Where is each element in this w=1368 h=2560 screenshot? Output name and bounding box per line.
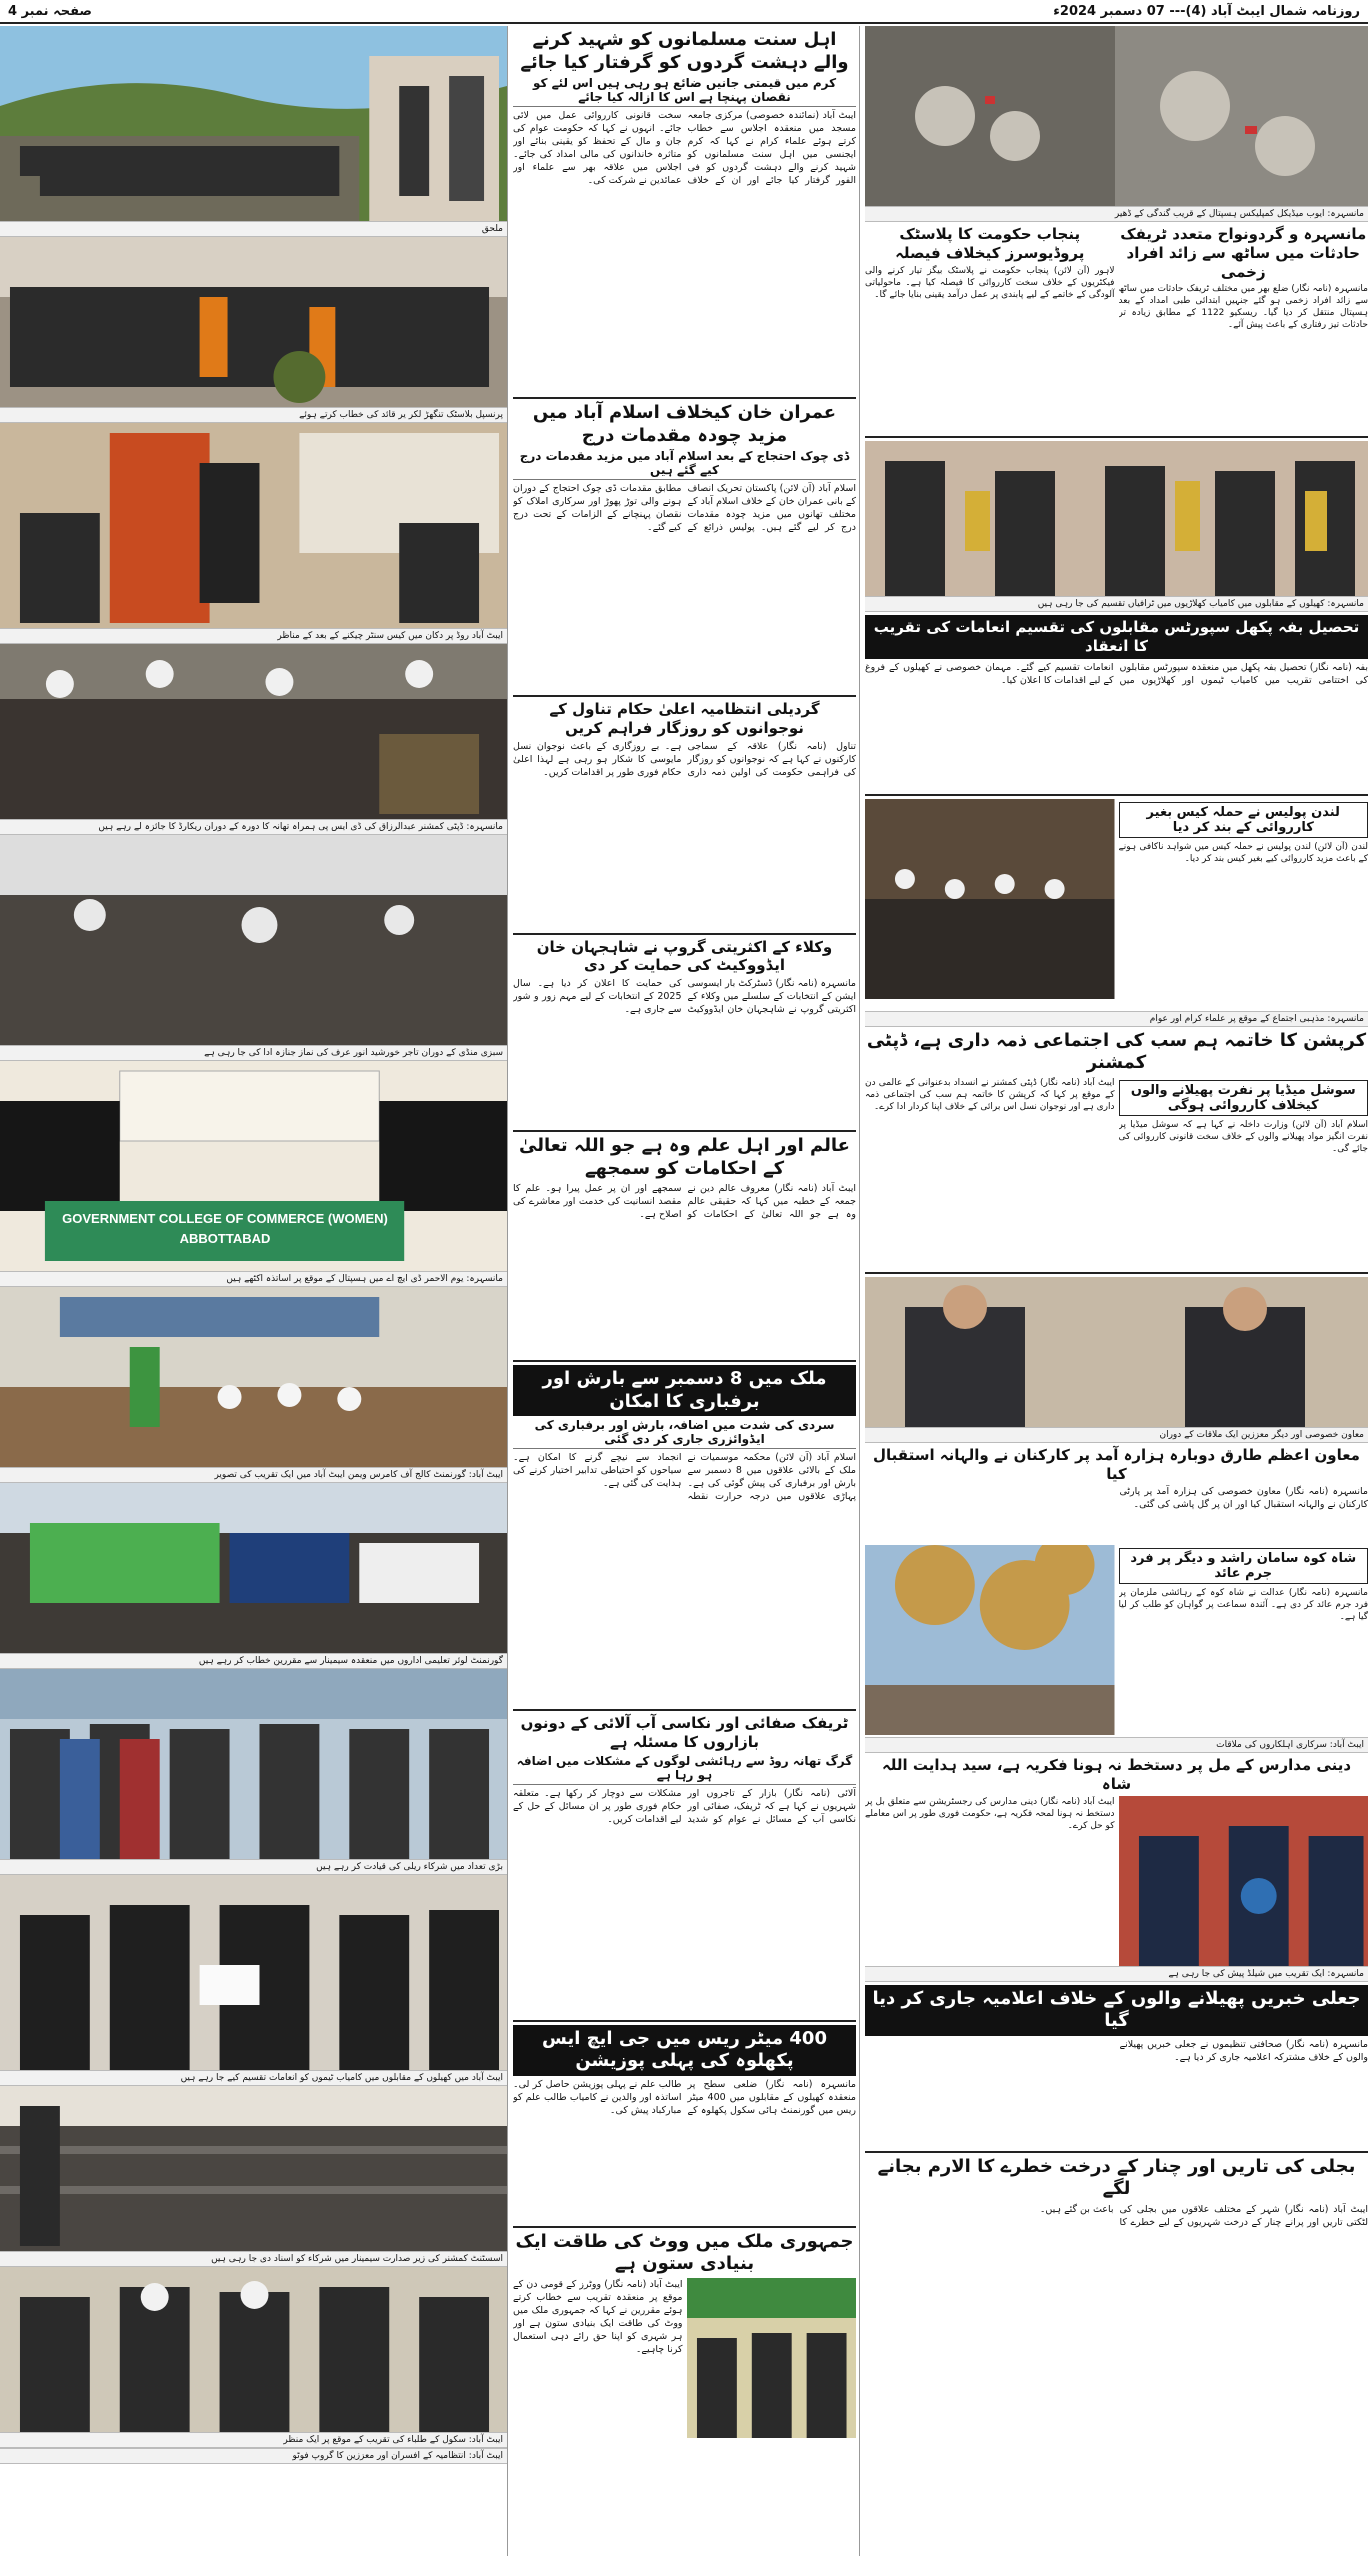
dateline: روزنامہ شمال ایبٹ آباد (4)--- 07 دسمبر 2024ء: [1053, 3, 1360, 19]
story-body: مانسہرہ (نامہ نگار) ضلع بھر میں مختلف ٹریفک حادثات میں ساٹھ سے زائد افراد زخمی ہو گئے جنہیں ابتدائی طبی امداد کے بعد ہسپتال منتقل کر دیا گیا۔ ریسکیو 1122 کے مطابق زیادہ تر حادثات تیز رفتاری کے باعث پیش آئے۔: [1118, 284, 1368, 331]
story-body: مانسہرہ (نامہ نگار) صحافتی تنظیموں نے جعلی خبریں پھیلانے والوں کے خلاف مشترکہ اعلامیہ جاری کر دیا ہے۔: [1119, 2038, 1368, 2063]
divider: [513, 1360, 856, 1362]
photo-caption: گورنمنٹ لوئر تعلیمی اداروں میں منعقدہ سیمینار سے مقررین خطاب کر رہے ہیں: [0, 1653, 507, 1669]
divider: [513, 397, 856, 399]
masthead: [0, 0, 1368, 24]
story-headline: لندن پولیس نے حملہ کیس بغیر کارروائی کے بند کر دیا: [1119, 802, 1368, 838]
story-body: ایبٹ آباد (نامہ نگار) دینی مدارس کی رجسٹریشن سے متعلق بل پر دستخط نہ ہونا لمحہ فکریہ ہے، حکومت فوری طور پر اس معاملے کو حل کرے۔: [865, 1796, 1115, 1831]
divider: [513, 695, 856, 697]
story-body: مانسہرہ (نامہ نگار) معاون خصوصی کی ہزارہ آمد پر پارٹی کارکنان نے والہانہ استقبال کیا اور ان پر گل پاشی کی گئی۔: [1119, 1486, 1368, 1511]
photo-caption: ملحق: [0, 221, 507, 237]
divider: [513, 2226, 856, 2228]
story-headline: تحصیل بفہ پکھل سپورٹس مقابلوں کی تقسیم انعامات کی تقریب کا انعقاد: [865, 615, 1368, 659]
story-subheadline: سردی کی شدت میں اضافہ، بارش اور برفباری کی ایڈوائزری جاری کر دی گئی: [513, 1418, 856, 1449]
photo-welcome-ceremony: [687, 2278, 857, 2438]
story-headline: دینی مدارس کے مل پر دستخط نہ ہونا فکریہ ہے، سید ہدایت اللہ شاہ: [881, 1756, 1352, 1793]
story-headline: ٹریفک صفائی اور نکاسی آب آلائی کے دونوں بازاروں کا مسئلہ ہے: [520, 1714, 849, 1751]
story-headline: جمہوری ملک میں ووٹ کی طاقت ایک بنیادی ستون ہے: [515, 2230, 854, 2274]
middle-news-column: [510, 26, 860, 2556]
story-body: لاہور (آن لائن) پنجاب حکومت نے پلاسٹک بیگز تیار کرنے والی فیکٹریوں کے خلاف سخت کارروائی کا فیصلہ کیا ہے۔ ماحولیاتی آلودگی کے خاتمے کے لیے پابندی پر عمل درآمد یقینی بنایا جائے گا۔: [865, 265, 1115, 300]
college-banner-text: GOVERNMENT COLLEGE OF COMMERCE (WOMEN) ABBOTTABAD: [62, 1211, 388, 1246]
divider: [513, 1709, 856, 1711]
photo-shield-presentation: [1119, 1796, 1368, 1966]
story-subheadline: کرم میں قیمتی جانیں ضائع ہو رہی ہیں اس لئے کو نقصان پہنچا ہے اس کا ازالہ کیا جائے: [513, 76, 856, 107]
divider: [865, 2151, 1368, 2153]
story-subheadline: گرگ تھانہ روڈ سے رہائشی لوگوں کے مشکلات میں اضافہ ہو رہا ہے: [513, 1754, 856, 1785]
story-headline: 400 میٹر ریس میں جی ایچ ایس پکھلوہ کی پہلی پوزیشن: [513, 2025, 856, 2076]
divider: [865, 794, 1368, 796]
photo-caption: مانسہرہ: یوم الاحمر ڈی ایچ اے میں ہسپتال کے موقع پر اساتذہ اکٹھے ہیں: [0, 1271, 507, 1287]
story-headline: شاہ کوہ سامان راشد و دیگر پر فرد جرم عائد: [1119, 1548, 1368, 1584]
photo-trophy-ceremony: [865, 441, 1368, 596]
story-headline: اہل سنت مسلمانوں کو شہید کرنے والے دہشت گردوں کو گرفتار کیا جائے: [520, 29, 849, 73]
photo-caption: ایبٹ آباد: سکول کے طلباء کی تقریب کے موقع پر ایک منظر: [0, 2432, 507, 2448]
story-body: بفہ (نامہ نگار) تحصیل بفہ پکھل میں منعقدہ سپورٹس مقابلوں کی اختتامی تقریب میں کامیاب ٹیموں اور کھلاڑیوں میں انعامات تقسیم کیے گئے۔ مہمان خصوصی نے کھیلوں کے فروغ کے لیے اقدامات کا اعلان کیا۔: [865, 661, 1368, 686]
story-body: ایبٹ آباد (نامہ نگار) شہر کے مختلف علاقوں میں بجلی کی لٹکتی تاریں اور پرانے چنار کے درخت شہریوں کے لیے خطرے کا باعث بن گئے ہیں۔: [1039, 2203, 1368, 2228]
story-body: مانسہرہ (نامہ نگار) عدالت نے شاہ کوہ کے رہائشی ملزمان پر فرد جرم عائد کر دی ہے۔ آئندہ سماعت پر گواہان کو طلب کر لیا گیا ہے۔: [1118, 1588, 1368, 1623]
photo-caption: معاون خصوصی اور دیگر معززین ایک ملاقات کے دوران: [865, 1427, 1368, 1443]
story-body: اسلام آباد (آن لائن) پاکستان تحریک انصاف کے بانی عمران خان کے خلاف اسلام آباد کے مختلف تھانوں میں مزید چودہ مقدمات درج کر لیے گئے ہیں۔ پولیس ذرائع کے مطابق مقدمات ڈی چوک احتجاج کے دوران ہونے والی توڑ پھوڑ اور سرکاری املاک کو نقصان پہنچانے کے الزامات کے تحت درج کیے گئے۔: [513, 483, 856, 533]
story-headline: معاون اعظم طارق دوبارہ ہزارہ آمد پر کارکنان نے والہانہ استقبال کیا: [873, 1445, 1360, 1483]
story-headline: ملک میں 8 دسمبر سے بارش اور برفباری کا امکان: [513, 1365, 856, 1416]
photo-certificate-handover: [0, 1875, 507, 2070]
photo-religious-gathering: [865, 799, 1115, 999]
photo-funeral-prayer: [0, 644, 507, 819]
right-news-column: [862, 26, 1368, 2556]
story-headline: وکلاء کے اکثریتی گروپ نے شاہجہان خان ایڈووکیٹ کی حمایت کر دی: [536, 937, 833, 975]
photo-protest-crowd: [0, 835, 507, 1045]
story-body: تناول (نامہ نگار) علاقہ کے سماجی کارکنوں نے کہا ہے کہ نوجوانوں کو روزگار کی فراہمی حکومت کی اولین ذمہ داری ہے۔ بے روزگاری کے باعث نوجوان نسل مایوسی کا شکار ہو رہی ہے لہذا اعلیٰ حکام فوری طور پر اقدامات کریں۔: [513, 740, 856, 778]
photo-college-banner: [0, 1061, 507, 1271]
story-headline: سوشل میڈیا پر نفرت پھیلانے والوں کیخلاف کارروائی ہوگی: [1119, 1080, 1368, 1116]
photo-caption: ایبٹ آباد: سرکاری اہلکاروں کی ملاقات: [865, 1737, 1368, 1753]
photo-caption: اسسٹنٹ کمشنر کی زیر صدارت سیمینار میں شرکاء کو اسناد دی جا رہی ہیں: [0, 2251, 507, 2267]
story-headline: مانسہرہ و گردونواح متعدد ٹریفک حادثات میں ساٹھ سے زائد افراد زخمی: [1120, 225, 1367, 281]
photo-tree-branches: [865, 1545, 1115, 1735]
story-body: ایبٹ آباد (نامہ نگار) ڈپٹی کمشنر نے انسداد بدعنوانی کے عالمی دن کے موقع پر کہا کہ کرپشن کا خاتمہ ہم سب کی اجتماعی ذمہ داری ہے اور نوجوان نسل اس برائی کے خلاف اپنا کردار ادا کرے۔: [865, 1077, 1115, 1112]
photo-caption: مانسہرہ: ایوب میڈیکل کمپلیکس ہسپتال کے قریب گندگی کے ڈھیر: [865, 206, 1368, 222]
photo-caption: ایبٹ آباد: گورنمنٹ کالج آف کامرس ویمن ایبٹ آباد میں ایک تقریب کی تصویر: [0, 1467, 507, 1483]
photo-office-inspection: [0, 423, 507, 628]
photo-caption: ایبٹ آباد میں کھیلوں کے مقابلوں میں کامیاب ٹیموں کو انعامات تقسیم کیے جا رہے ہیں: [0, 2070, 507, 2086]
photo-garbage-pile: [865, 26, 1368, 206]
photo-sports-awards: [0, 1669, 507, 1859]
story-body: ایبٹ آباد (نمائندہ خصوصی) مرکزی جامعہ مسجد میں منعقدہ اجلاس سے خطاب کرتے ہوئے علماء کرام نے کہا کہ کرم ایجنسی میں اہل سنت مسلمانوں کو شہید کرنے والے دہشت گردوں کو فی الفور گرفتار کیا جائے اور ان کے خلاف سخت قانونی کارروائی عمل میں لائی جائے۔ انہوں نے کہا کہ حکومت عوام کی جان و مال کے تحفظ کو یقینی بنائے اور متاثرہ خاندانوں کی مالی امداد کی جائے۔ اجلاس میں علاقہ بھر سے علماء اور عمائدین نے شرکت کی۔: [513, 110, 856, 186]
story-headline: کرپشن کا خاتمہ ہم سب کی اجتماعی ذمہ داری ہے، ڈپٹی کمشنر: [866, 1029, 1367, 1074]
divider: [513, 2020, 856, 2022]
photo-caption: سبزی منڈی کے دوران تاجر خورشید انور عرف کی نماز جنازہ ادا کی جا رہی ہے: [0, 1045, 507, 1061]
divider: [865, 1272, 1368, 1274]
photo-caption: مانسہرہ: کھیلوں کے مقابلوں میں کامیاب کھلاڑیوں میں ٹرافیاں تقسیم کی جا رہی ہیں: [865, 596, 1368, 612]
photo-crowd-field: [0, 26, 507, 221]
page-label: صفحہ نمبر 4: [8, 3, 92, 19]
story-headline: بجلی کی تاریں اور چنار کے درخت خطرے کا الارم بجانے لگے: [877, 2155, 1356, 2200]
photo-seminar-hall: [0, 1287, 507, 1467]
story-body: لندن (آن لائن) لندن پولیس نے حملہ کیس میں شواہد ناکافی ہونے کے باعث مزید کارروائی کیے بغیر کیس بند کر دیا۔: [1118, 841, 1368, 864]
photo-caption: پرنسپل بلاسٹک تنگھڑ لکر یر قائد کی خطاب کرتے ہوئے: [0, 407, 507, 423]
photo-seminar-audience: [0, 2086, 507, 2251]
photo-caption: مانسہرہ: ڈپٹی کمشنر عبدالرزاق کی ڈی ایس پی ہمراہ تھانہ کا دورہ کے دوران ریکارڈ کا جائزہ لے رہے ہیں: [0, 819, 507, 835]
story-body: ایبٹ آباد (نامہ نگار) ووٹرز کے قومی دن کے موقع پر منعقدہ تقریب سے خطاب کرتے ہوئے مقررین نے کہا کہ جمہوری ملک میں ووٹ کی طاقت ایک بنیادی ستون ہے اور ہر شہری کو اپنا حق رائے دہی استعمال کرنا چاہیے۔: [513, 2278, 683, 2355]
divider: [513, 1130, 856, 1132]
story-headline: گردیلی انتظامیہ اعلیٰ حکام تناول کے نوجوانوں کو روزگار فراہم کریں: [549, 700, 820, 737]
story-body: آلائی (نامہ نگار) بازار کے تاجروں اور شہریوں نے کہا ہے کہ ٹریفک، صفائی اور نکاسی آب کے مسائل نے عوام کو شدید مشکلات سے دوچار کر رکھا ہے۔ متعلقہ حکام فوری طور پر ان مسائل کے حل کے لیے اقدامات کریں۔: [513, 1787, 856, 1825]
story-body: اسلام آباد (آن لائن) وزارت داخلہ نے کہا ہے کہ سوشل میڈیا پر نفرت انگیز مواد پھیلانے والوں کے خلاف سخت قانونی کارروائی کی جائے گی۔: [1118, 1119, 1368, 1154]
photo-police-rally: [0, 237, 507, 407]
divider: [865, 436, 1368, 438]
story-body: مانسہرہ (نامہ نگار) ڈسٹرکٹ بار ایسوسی ایشن کے انتخابات کے سلسلے میں وکلاء کے اکثریتی گروپ نے شاہجہان خان ایڈووکیٹ کی حمایت کا اعلان کر دیا ہے۔ سال 2025 کے انتخابات کے لیے مہم زور و شور سے جاری ہے۔: [513, 978, 856, 1015]
left-photo-column: [0, 26, 508, 2556]
photo-official-meeting: [865, 1277, 1368, 1427]
story-body: مانسہرہ (نامہ نگار) ضلعی سطح پر منعقدہ کھیلوں کے مقابلوں میں 400 میٹر ریس میں گورنمنٹ ہائی سکول پکھلوہ کے طالب علم نے پہلی پوزیشن حاصل کر لی۔ اساتذہ اور والدین نے کامیاب طالب علم کو مبارکباد پیش کی۔: [513, 2078, 856, 2116]
photo-caption: بڑی تعداد میں شرکاء ریلی کی قیادت کر رہے ہیں: [0, 1859, 507, 1875]
photo-officials-group: [0, 2267, 507, 2432]
story-headline: عمران خان کیخلاف اسلام آباد میں مزید چودہ مقدمات درج: [532, 402, 837, 446]
story-headline: عالم اور اہل علم وہ ہے جو اللہ تعالیٰ کے احکامات کو سمجھے: [519, 1135, 850, 1179]
story-headline: جعلی خبریں پھیلانے والوں کے خلاف اعلامیہ جاری کر دیا گیا: [865, 1985, 1368, 2036]
story-subheadline: ڈی چوک احتجاج کے بعد اسلام آباد میں مزید مقدمات درج کیے گئے ہیں: [513, 449, 856, 480]
photo-caption: ایبٹ آباد روڈ پر دکان میں کیس سنٹر چیکنے کے بعد کے مناظر: [0, 628, 507, 644]
photo-anti-corruption-rally: [0, 1483, 507, 1653]
story-headline: پنجاب حکومت کا پلاسٹک پروڈیوسرز کیخلاف فیصلہ: [895, 225, 1085, 262]
story-body: ایبٹ آباد (نامہ نگار) معروف عالم دین نے جمعہ کے خطبہ میں کہا کہ حقیقی عالم وہ ہے جو اللہ تعالیٰ کے احکامات کو سمجھے اور ان پر عمل پیرا ہو۔ علم کا مقصد انسانیت کی خدمت اور معاشرے کی اصلاح ہے۔: [513, 1183, 856, 1220]
divider: [513, 933, 856, 935]
story-body: اسلام آباد (آن لائن) محکمہ موسمیات نے ملک کے بالائی علاقوں میں 8 دسمبر سے بارش اور برفباری کی پیش گوئی کی ہے۔ پہاڑی علاقوں میں درجہ حرارت نقطہ انجماد سے نیچے گرنے کا امکان ہے۔ سیاحوں کو احتیاطی تدابیر اختیار کرنے کی ہدایت کی گئی ہے۔: [513, 1452, 856, 1502]
photo-caption: مانسہرہ: ایک تقریب میں شیلڈ پیش کی جا رہی ہے: [865, 1966, 1368, 1982]
photo-caption: ایبٹ آباد: انتظامیہ کے افسران اور معززین کا گروپ فوٹو: [0, 2448, 507, 2464]
photo-caption: مانسہرہ: مذہبی اجتماع کے موقع پر علماء کرام اور عوام: [865, 1011, 1368, 1027]
